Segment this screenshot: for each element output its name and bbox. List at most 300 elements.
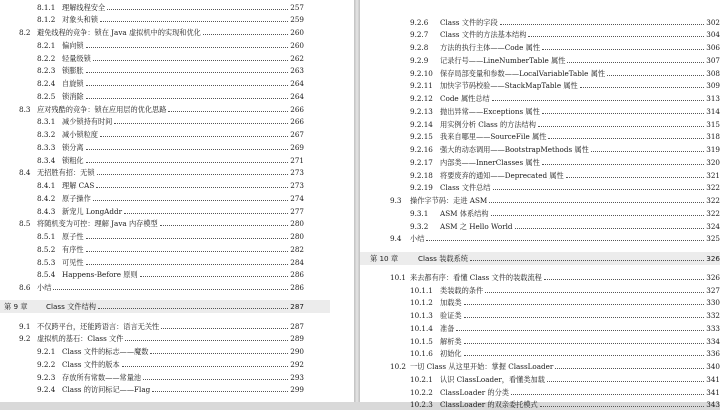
toc-entry-title: Class 文件的方法基本结构 <box>440 30 527 40</box>
dot-leader <box>125 333 288 341</box>
toc-entry-page-number: 257 <box>290 2 304 12</box>
toc-entry-number: 9.2.8 <box>410 43 429 52</box>
toc-entry-page-number: 343 <box>706 400 720 410</box>
dot-leader <box>86 257 289 265</box>
toc-subsection-entry[interactable] <box>410 310 720 321</box>
toc-entry-number: 10.1.1 <box>410 285 433 295</box>
toc-entry-title: 一切 Class 从这里开始：掌握 ClassLoader <box>410 362 554 371</box>
dot-leader <box>161 321 288 329</box>
dot-leader <box>491 208 705 216</box>
toc-entry-number: 8.2.4 <box>37 79 56 88</box>
toc-subsection-entry[interactable] <box>410 80 720 91</box>
toc-entry-number: 10.1 <box>390 272 407 282</box>
toc-entry-title: 锁分离 <box>62 142 84 152</box>
toc-entry-page-number: 309 <box>706 81 720 91</box>
dot-leader <box>426 233 704 241</box>
toc-subsection-entry[interactable] <box>37 53 304 64</box>
toc-subsection-entry[interactable] <box>37 269 304 280</box>
toc-entry-title: 存放所有常数——常量池 <box>62 372 142 382</box>
dot-leader <box>86 40 289 48</box>
toc-entry-title: 应对残酷的竞争：锁在应用层的优化思路 <box>37 104 167 114</box>
toc-entry-title: 可见性 <box>62 257 84 267</box>
toc-entry-page-number: 262 <box>290 53 304 63</box>
dot-leader <box>96 180 288 188</box>
dot-leader <box>528 29 704 37</box>
toc-entry-title: 对象头和锁 <box>62 15 98 25</box>
toc-entry-number: 9.2.1 <box>37 347 56 356</box>
toc-entry-page-number: 326 <box>706 272 720 282</box>
dot-leader <box>152 384 288 392</box>
toc-entry-title: 锁消除 <box>62 91 84 101</box>
toc-entry-page-number: 290 <box>290 347 304 356</box>
toc-entry-title: 方法的执行主体——Code 属性 <box>440 43 541 52</box>
dot-leader <box>98 301 288 309</box>
toc-entry-title: 加载类 <box>440 298 462 308</box>
toc-entry-page-number: 306 <box>706 43 720 52</box>
dot-leader <box>203 27 288 35</box>
toc-subsection-entry[interactable] <box>410 387 720 398</box>
dot-leader <box>485 285 704 293</box>
toc-entry-page-number: 273 <box>290 168 304 178</box>
toc-subsection-entry[interactable] <box>37 206 304 217</box>
toc-entry-number: 8.5.4 <box>37 270 56 280</box>
dot-leader <box>53 282 288 290</box>
dot-leader <box>538 119 704 127</box>
toc-entry-number: 9.2.18 <box>410 170 433 180</box>
toc-entry-title: 有序性 <box>62 244 84 254</box>
dot-leader <box>93 53 289 61</box>
toc-entry-number: 第 10 章 <box>370 253 399 263</box>
toc-section-entry[interactable] <box>19 282 304 293</box>
toc-section-entry[interactable] <box>390 272 720 283</box>
toc-entry-number: 8.5.1 <box>37 232 56 241</box>
toc-entry-page-number: 264 <box>290 79 304 88</box>
toc-entry-title: 将随机变为可控：理解 Java 内存模型 <box>37 219 158 229</box>
dot-leader <box>86 78 289 86</box>
toc-section-entry[interactable] <box>390 195 720 206</box>
toc-entry-number: 8.2.5 <box>37 91 56 101</box>
dot-leader <box>150 346 288 354</box>
toc-entry-page-number: 322 <box>706 208 720 218</box>
toc-entry-number: 8.3.3 <box>37 142 56 152</box>
toc-chapter-entry[interactable] <box>4 301 304 312</box>
toc-entry-title: ClassLoader 的双亲委托模式 <box>440 400 538 410</box>
toc-entry-number: 9.2.9 <box>410 55 429 65</box>
dot-leader <box>86 155 289 163</box>
toc-section-entry[interactable] <box>19 321 304 332</box>
toc-entry-number: 9.2.14 <box>410 119 433 129</box>
toc-entry-number: 8.5 <box>19 219 31 229</box>
toc-subsection-entry[interactable] <box>37 384 304 395</box>
toc-entry-page-number: 289 <box>290 334 304 344</box>
toc-entry-page-number: 320 <box>706 157 720 167</box>
toc-entry-number: 8.6 <box>19 283 31 292</box>
toc-entry-title: 保存局部变量和参数——LocalVariableTable 属性 <box>440 68 606 78</box>
toc-entry-number: 8.4.1 <box>37 181 56 190</box>
toc-subsection-entry[interactable] <box>410 399 720 410</box>
toc-subsection-entry[interactable] <box>410 131 720 142</box>
toc-entry-title: 理解 CAS <box>62 181 95 190</box>
toc-entry-title: 新宠儿 LongAddr <box>62 206 123 216</box>
toc-entry-number: 9.2.6 <box>410 17 429 27</box>
toc-subsection-entry[interactable] <box>410 42 720 53</box>
dot-leader <box>464 310 705 318</box>
toc-entry-title: 原子性 <box>62 232 84 241</box>
toc-entry-number: 9.2.15 <box>410 132 433 142</box>
toc-entry-title: 减少锁持有时间 <box>62 117 113 127</box>
dot-leader <box>580 80 705 88</box>
toc-section-entry[interactable] <box>390 233 720 244</box>
toc-entry-page-number: 292 <box>290 359 304 369</box>
toc-entry-number: 9.2 <box>19 334 31 344</box>
toc-entry-page-number: 263 <box>290 66 304 76</box>
dot-leader <box>547 374 704 382</box>
toc-entry-page-number: 327 <box>706 285 720 295</box>
dot-leader <box>591 144 704 152</box>
toc-entry-number: 9.2.3 <box>37 372 56 382</box>
toc-entry-page-number: 319 <box>706 145 720 154</box>
toc-entry-title: 加快字节码校验——StackMapTable 属性 <box>440 81 578 91</box>
toc-entry-title: 锁膨胀 <box>62 66 84 76</box>
dot-leader <box>97 167 289 175</box>
toc-entry-title: 强大的动态调用——BootstrapMethods 属性 <box>440 145 589 154</box>
toc-entry-page-number: 267 <box>290 130 304 139</box>
toc-entry-number: 9.2.19 <box>410 183 433 193</box>
dot-leader <box>143 372 288 380</box>
toc-entry-title: 操作字节码：走进 ASM <box>410 196 488 205</box>
toc-entry-title: 抛出异常——Exceptions 属性 <box>440 106 540 116</box>
toc-entry-title: 认识 ClassLoader，看懂类加载 <box>440 374 545 384</box>
toc-entry-number: 8.3.2 <box>37 130 56 139</box>
toc-section-entry[interactable] <box>390 361 720 372</box>
dot-leader <box>100 129 288 137</box>
toc-entry-title: 内部类——InnerClasses 属性 <box>440 157 540 167</box>
toc-entry-page-number: 321 <box>706 170 720 180</box>
toc-entry-title: Class 的访问标记——Flag <box>62 385 151 395</box>
toc-entry-title: 无招胜有招：无锁 <box>37 168 95 178</box>
dot-leader <box>540 399 705 407</box>
toc-entry-number: 8.2.2 <box>37 53 56 63</box>
toc-entry-number: 10.1.3 <box>410 311 433 320</box>
toc-entry-title: 解析类 <box>440 336 462 346</box>
dot-leader <box>456 323 704 331</box>
dot-leader <box>542 106 704 114</box>
toc-subsection-entry[interactable] <box>410 68 720 79</box>
toc-entry-number: 9.3.1 <box>410 208 429 218</box>
toc-entry-number: 8.3.1 <box>37 117 56 127</box>
toc-entry-number: 第 9 章 <box>4 302 28 312</box>
toc-entry-title: 锁粗化 <box>62 155 84 165</box>
dot-leader <box>500 17 705 25</box>
dot-leader <box>114 116 288 124</box>
toc-entry-page-number: 336 <box>706 349 720 359</box>
toc-subsection-entry[interactable] <box>410 323 720 334</box>
toc-entry-title: 自旋锁 <box>62 79 84 88</box>
dot-leader <box>566 170 705 178</box>
toc-subsection-entry[interactable] <box>410 29 720 40</box>
toc-entry-page-number: 273 <box>290 181 304 190</box>
toc-entry-number: 8.2.3 <box>37 66 56 76</box>
toc-entry-page-number: 315 <box>706 119 720 129</box>
toc-entry-title: 小结 <box>410 234 425 244</box>
dot-leader <box>86 91 289 99</box>
toc-entry-page-number: 287 <box>290 321 304 331</box>
toc-section-entry[interactable] <box>19 104 304 115</box>
toc-entry-page-number: 314 <box>706 106 720 116</box>
toc-entry-number: 8.1.1 <box>37 2 56 12</box>
dot-leader <box>515 221 705 229</box>
toc-entry-number: 9.2.13 <box>410 106 433 116</box>
dot-leader <box>493 182 705 190</box>
toc-subsection-entry[interactable] <box>410 170 720 181</box>
toc-subsection-entry[interactable] <box>37 231 304 242</box>
toc-entry-number: 10.2.3 <box>410 400 433 410</box>
toc-entry-page-number: 280 <box>290 219 304 229</box>
toc-entry-title: 来去都有序：看懂 Class 文件的装载流程 <box>410 272 542 282</box>
dot-leader <box>511 387 704 395</box>
toc-entry-number: 10.2.1 <box>410 374 433 384</box>
toc-entry-title: 准备 <box>440 323 455 333</box>
dot-leader <box>86 244 289 252</box>
toc-subsection-entry[interactable] <box>410 285 720 296</box>
toc-entry-title: Class 文件的标志——魔数 <box>62 347 149 356</box>
dot-leader <box>607 68 704 76</box>
toc-entry-title: 记录行号——LineNumberTable 属性 <box>440 55 566 65</box>
toc-entry-page-number: 260 <box>290 40 304 50</box>
toc-subsection-entry[interactable] <box>410 208 720 219</box>
toc-subsection-entry[interactable] <box>410 106 720 117</box>
toc-subsection-entry[interactable] <box>37 372 304 383</box>
toc-subsection-entry[interactable] <box>410 55 720 66</box>
toc-entry-number: 9.2.2 <box>37 359 56 369</box>
toc-entry-title: 类装载的条件 <box>440 285 484 295</box>
dot-leader <box>492 93 705 101</box>
toc-entry-page-number: 308 <box>706 68 720 78</box>
toc-entry-page-number: 274 <box>290 193 304 203</box>
toc-subsection-entry[interactable] <box>410 221 720 232</box>
toc-entry-number: 8.2.1 <box>37 40 56 50</box>
toc-entry-page-number: 280 <box>290 232 304 241</box>
toc-entry-title: 将要废弃的通知——Deprecated 属性 <box>440 170 564 180</box>
toc-entry-title: Class 文件结构 <box>46 302 96 312</box>
toc-entry-title: 轻量级锁 <box>62 53 91 63</box>
dot-leader <box>548 131 704 139</box>
toc-entry-page-number: 302 <box>706 17 720 27</box>
toc-section-entry[interactable] <box>19 218 304 229</box>
toc-entry-page-number: 260 <box>290 28 304 37</box>
toc-entry-number: 9.2.12 <box>410 94 433 103</box>
toc-entry-title: Happens-Before 原则 <box>62 270 138 280</box>
toc-entry-title: 避免线程的竞争：锁在 Java 虚拟机中的实现和优化 <box>37 28 201 37</box>
dot-leader <box>86 142 289 150</box>
toc-entry-number: 10.1.2 <box>410 298 433 308</box>
toc-entry-number: 8.2 <box>19 28 31 37</box>
toc-entry-number: 10.2.2 <box>410 387 433 397</box>
dot-leader <box>470 253 704 261</box>
toc-subsection-entry[interactable] <box>37 155 304 166</box>
toc-entry-number: 8.5.2 <box>37 244 56 254</box>
toc-entry-title: 虚拟机的基石：Class 文件 <box>37 334 124 344</box>
toc-entry-title: 不仅跨平台，还能跨语言：语言无关性 <box>37 321 160 331</box>
toc-section-entry[interactable] <box>19 167 304 178</box>
toc-entry-title: Class 文件的字段 <box>440 17 498 27</box>
toc-entry-page-number: 259 <box>290 15 304 25</box>
toc-entry-title: ASM 之 Hello World <box>440 221 513 231</box>
toc-entry-page-number: 282 <box>290 244 304 254</box>
toc-section-entry[interactable] <box>19 333 304 344</box>
toc-subsection-entry[interactable] <box>37 180 304 191</box>
dot-leader <box>86 65 289 73</box>
toc-entry-title: Class 文件的版本 <box>62 359 120 369</box>
toc-entry-page-number: 313 <box>706 94 720 103</box>
toc-subsection-entry[interactable] <box>410 374 720 385</box>
toc-entry-page-number: 326 <box>706 253 720 263</box>
toc-entry-title: Class 装载系统 <box>418 253 468 263</box>
toc-subsection-entry[interactable] <box>37 78 304 89</box>
toc-subsection-entry[interactable] <box>410 157 720 168</box>
toc-entry-number: 8.4.3 <box>37 206 56 216</box>
toc-entry-page-number: 340 <box>706 362 720 371</box>
toc-entry-number: 10.2 <box>390 362 407 371</box>
toc-entry-number: 9.3.2 <box>410 221 429 231</box>
toc-subsection-entry[interactable] <box>410 336 720 347</box>
toc-entry-number: 8.1.2 <box>37 15 56 25</box>
toc-entry-page-number: 307 <box>706 55 720 65</box>
dot-leader <box>160 218 289 226</box>
toc-subsection-entry[interactable] <box>37 91 304 102</box>
toc-subsection-entry[interactable] <box>37 14 304 25</box>
toc-subsection-entry[interactable] <box>37 346 304 357</box>
toc-subsection-entry[interactable] <box>37 359 304 370</box>
toc-entry-page-number: 286 <box>290 283 304 292</box>
toc-subsection-entry[interactable] <box>37 65 304 76</box>
toc-entry-page-number: 271 <box>290 155 304 165</box>
toc-entry-page-number: 322 <box>706 196 720 205</box>
toc-entry-number: 9.2.10 <box>410 68 433 78</box>
dot-leader <box>168 104 288 112</box>
toc-entry-page-number: 334 <box>706 336 720 346</box>
toc-entry-number: 9.2.4 <box>37 385 56 395</box>
toc-entry-number: 9.3 <box>390 196 402 205</box>
toc-entry-title: Class 文件总结 <box>440 183 491 193</box>
dot-leader <box>542 42 704 50</box>
toc-entry-page-number: 266 <box>290 104 304 114</box>
dot-leader <box>122 359 289 367</box>
toc-entry-number: 8.3 <box>19 104 31 114</box>
toc-entry-page-number: 341 <box>706 374 720 384</box>
toc-entry-page-number: 332 <box>706 311 720 320</box>
toc-subsection-entry[interactable] <box>37 40 304 51</box>
toc-entry-title: 理解线程安全 <box>62 2 106 12</box>
toc-entry-page-number: 325 <box>706 234 720 244</box>
dot-leader <box>464 348 705 356</box>
toc-entry-title: ClassLoader 的分类 <box>440 387 509 397</box>
dot-leader <box>544 272 704 280</box>
dot-leader <box>555 361 704 369</box>
toc-subsection-entry[interactable] <box>37 142 304 153</box>
toc-subsection-entry[interactable] <box>37 116 304 127</box>
toc-entry-page-number: 264 <box>290 91 304 101</box>
toc-subsection-entry[interactable] <box>37 257 304 268</box>
toc-entry-number: 8.4.2 <box>37 193 56 203</box>
toc-entry-number: 8.5.3 <box>37 257 56 267</box>
toc-entry-title: 用实例分析 Class 的方法结构 <box>440 119 536 129</box>
toc-entry-page-number: 330 <box>706 298 720 308</box>
toc-entry-page-number: 284 <box>290 257 304 267</box>
dot-leader <box>464 336 705 344</box>
toc-chapter-entry[interactable] <box>370 253 720 264</box>
toc-entry-number: 9.2.7 <box>410 30 429 40</box>
toc-entry-page-number: 287 <box>290 302 304 312</box>
toc-entry-title: 减小锁粒度 <box>62 130 98 139</box>
toc-subsection-entry[interactable] <box>410 182 720 193</box>
toc-entry-page-number: 304 <box>706 30 720 40</box>
dot-leader <box>124 206 288 214</box>
toc-entry-number: 9.1 <box>19 321 31 331</box>
toc-entry-number: 9.4 <box>390 234 402 244</box>
toc-entry-page-number: 277 <box>290 206 304 216</box>
toc-entry-number: 10.1.5 <box>410 336 433 346</box>
toc-subsection-entry[interactable] <box>410 348 720 359</box>
toc-subsection-entry[interactable] <box>37 2 304 13</box>
toc-entry-number: 9.2.17 <box>410 157 433 167</box>
toc-subsection-entry[interactable] <box>37 129 304 140</box>
toc-entry-title: Code 属性总结 <box>440 94 490 103</box>
toc-entry-number: 10.1.6 <box>410 349 433 359</box>
dot-leader <box>542 157 704 165</box>
dot-leader <box>107 2 288 10</box>
toc-entry-number: 9.2.11 <box>410 81 433 91</box>
toc-entry-page-number: 286 <box>290 270 304 280</box>
dot-leader <box>464 297 705 305</box>
toc-subsection-entry[interactable] <box>37 193 304 204</box>
toc-entry-page-number: 266 <box>290 117 304 127</box>
toc-entry-page-number: 341 <box>706 387 720 397</box>
dot-leader <box>567 55 704 63</box>
toc-entry-page-number: 318 <box>706 132 720 142</box>
toc-entry-title: 原子操作 <box>62 193 91 203</box>
toc-entry-title: 偏向锁 <box>62 40 84 50</box>
toc-entry-title: 我来自哪里——SourceFile 属性 <box>440 132 547 142</box>
toc-entry-page-number: 299 <box>290 385 304 395</box>
dot-leader <box>100 14 288 22</box>
dot-leader <box>86 231 289 239</box>
left-page <box>0 0 354 402</box>
toc-entry-title: 初始化 <box>440 349 462 359</box>
toc-entry-number: 10.1.4 <box>410 323 433 333</box>
dot-leader <box>93 193 289 201</box>
toc-subsection-entry[interactable] <box>410 297 720 308</box>
toc-entry-number: 8.4 <box>19 168 31 178</box>
toc-subsection-entry[interactable] <box>410 144 720 155</box>
toc-entry-title: 验证类 <box>440 311 462 320</box>
dot-leader <box>489 195 704 203</box>
toc-entry-page-number: 293 <box>290 372 304 382</box>
toc-entry-page-number: 269 <box>290 142 304 152</box>
toc-subsection-entry[interactable] <box>410 17 720 28</box>
toc-entry-number: 9.2.16 <box>410 145 433 154</box>
dot-leader <box>140 269 289 277</box>
toc-entry-page-number: 333 <box>706 323 720 333</box>
toc-entry-title: 小结 <box>37 283 52 292</box>
toc-entry-page-number: 322 <box>706 183 720 193</box>
toc-entry-number: 8.3.4 <box>37 155 56 165</box>
toc-section-entry[interactable] <box>19 27 304 38</box>
toc-subsection-entry[interactable] <box>410 119 720 130</box>
toc-subsection-entry[interactable] <box>37 244 304 255</box>
toc-entry-title: ASM 体系结构 <box>440 208 489 218</box>
toc-subsection-entry[interactable] <box>410 93 720 104</box>
